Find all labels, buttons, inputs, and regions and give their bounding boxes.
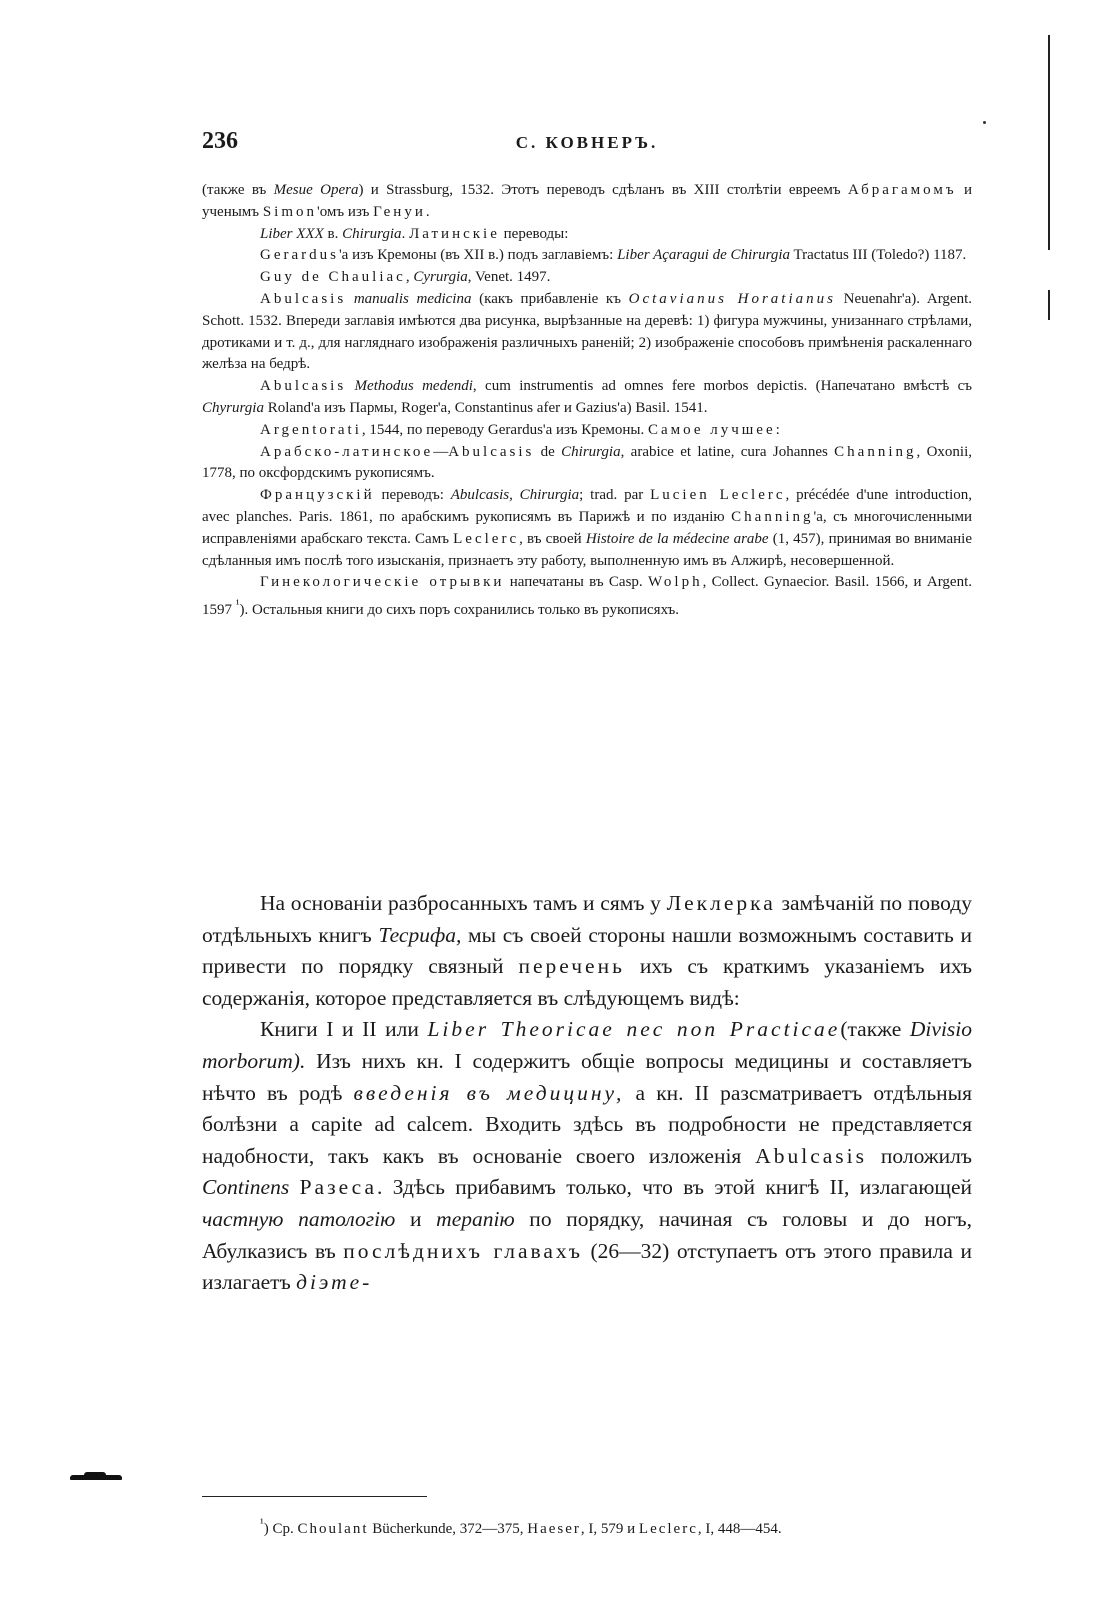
paragraph: (также въ Mesue Opera) и Strassburg, 1532. Этотъ переводъ сдѣланъ въ XIII столѣтіи евреемъ Абрагамомъ и ученымъ Simon'омъ изъ Генуи. xyxy=(202,182,973,220)
footnote xyxy=(202,1512,972,1540)
page-number: 236 xyxy=(202,128,238,154)
page-header xyxy=(202,128,972,160)
paragraph: Guy de Chauliac, Cyrurgia, Venet. 1497. xyxy=(260,269,551,286)
paragraph: Книги I и II или Liber Theoricae nec non Practicae(также Divisio morborum). Изъ нихъ кн. I содержитъ общіе вопросы медицины и составляетъ нѣчто въ родѣ введенія въ медицину, а кн. II разсматриваетъ отдѣльныя болѣзни a capite ad calcem. Входить здѣсь въ подробности не представляется надобности, такъ какъ въ основаніе своего изложенія Abulcasis положилъ Continens Разеса. Здѣсь прибавимъ только, что въ этой книгѣ II, излагающей частную патологію и терапію по порядку, начиная съ головы и до ногъ, Абулказисъ въ послѣднихъ главахъ (26—32) отступаетъ отъ этого правила и излагаетъ діэте- xyxy=(202,1017,973,1295)
paragraph: Gerardus'а изъ Кремоны (въ XII в.) подъ заглавіемъ: Liber Açaragui de Chirurgia Tractatus III (Toledo?) 1187. xyxy=(260,247,967,264)
paragraph: Liber XXX в. Chirurgia. Латинскіе переводы: xyxy=(260,225,569,242)
paragraph: Abulcasis manualis medicina (какъ прибавленіе къ Octavianus Horatianus Neuenahr'а). Argent. Schott. 1532. Впереди заглавія имѣются два рисунка, вырѣзанные на деревѣ: 1) фигура мужчины, унизаннаго стрѣлами, дротиками и т. д., для нагляднаго изображенія различныхъ раненій; 2) изображеніе способовъ примѣненія раскаленнаго желѣза на бедрѣ. xyxy=(202,290,972,373)
footnote-divider xyxy=(202,1496,427,1497)
running-head: С. КОВНЕРЪ. xyxy=(515,133,659,152)
scan-speck xyxy=(983,121,986,124)
footnote-marker: ¹ xyxy=(235,597,240,612)
ink-smudge xyxy=(70,1475,122,1480)
paragraph: Abulcasis Methodus medendi, cum instrumentis ad omnes fere morbos depictis. (Напечатано вмѣстѣ съ Chyrurgia Roland'а изъ Пармы, Roger'а, Constantinus afer и Gazius'а) Basil. 1541. xyxy=(202,378,972,416)
paragraph: Гинекологическіе отрывки напечатаны въ Casp. Wolph, Collect. Gynaecior. Basil. 1566, и Argent. 1597 $^{^1}$). Остальныя книги до сихъ поръ сохранились только въ рукописяхъ. xyxy=(202,574,972,619)
paragraph: На основаніи разбросанныхъ тамъ и сямъ у Леклерка замѣчаній по поводу отдѣльныхъ книгъ Тесрифа, мы съ своей стороны нашли возможнымъ составить и привести по порядку связный перечень ихъ съ краткимъ указаніемъ ихъ содержанія, которое представляется въ слѣдующемъ видѣ: xyxy=(202,891,972,1010)
bibliography-block xyxy=(202,180,972,622)
main-text xyxy=(202,888,972,1299)
paragraph: Argentorati, 1544, по переводу Gerardus'а изъ Кремоны. Самое лучшее: xyxy=(260,421,780,438)
footnote-text: $^{^1}$) Cp. Choulant Bücherkunde, 372—375, Haeser, I, 579 и Leclerc, I, 448—454. xyxy=(260,1516,782,1537)
paragraph: Арабско-латинское—Abulcasis de Chirurgia, arabice et latine, cura Johannes Channing, Oxonii, 1778, по оксфордскимъ рукописямъ. xyxy=(202,443,972,482)
scan-edge-line xyxy=(1048,35,1050,250)
paragraph: Французскій переводъ: Abulcasis, Chirurgia; trad. par Lucien Leclerc, précédée d'une introduction, avec planches. Paris. 1861, по арабскимъ рукописямъ въ Парижѣ и по изданію Channing'а, съ многочисленными исправленіями арабскаго текста. Самъ Leclerc, въ своей Histoire de la médecine arabe (1, 457), принимая во вниманіе сдѣланныя имъ послѣ того изысканія, признаетъ эту работу, выполненную имъ въ Алжирѣ, несовершенной. xyxy=(202,487,973,569)
scan-edge-line xyxy=(1048,290,1050,320)
footnote-number: ¹ xyxy=(260,1516,264,1530)
